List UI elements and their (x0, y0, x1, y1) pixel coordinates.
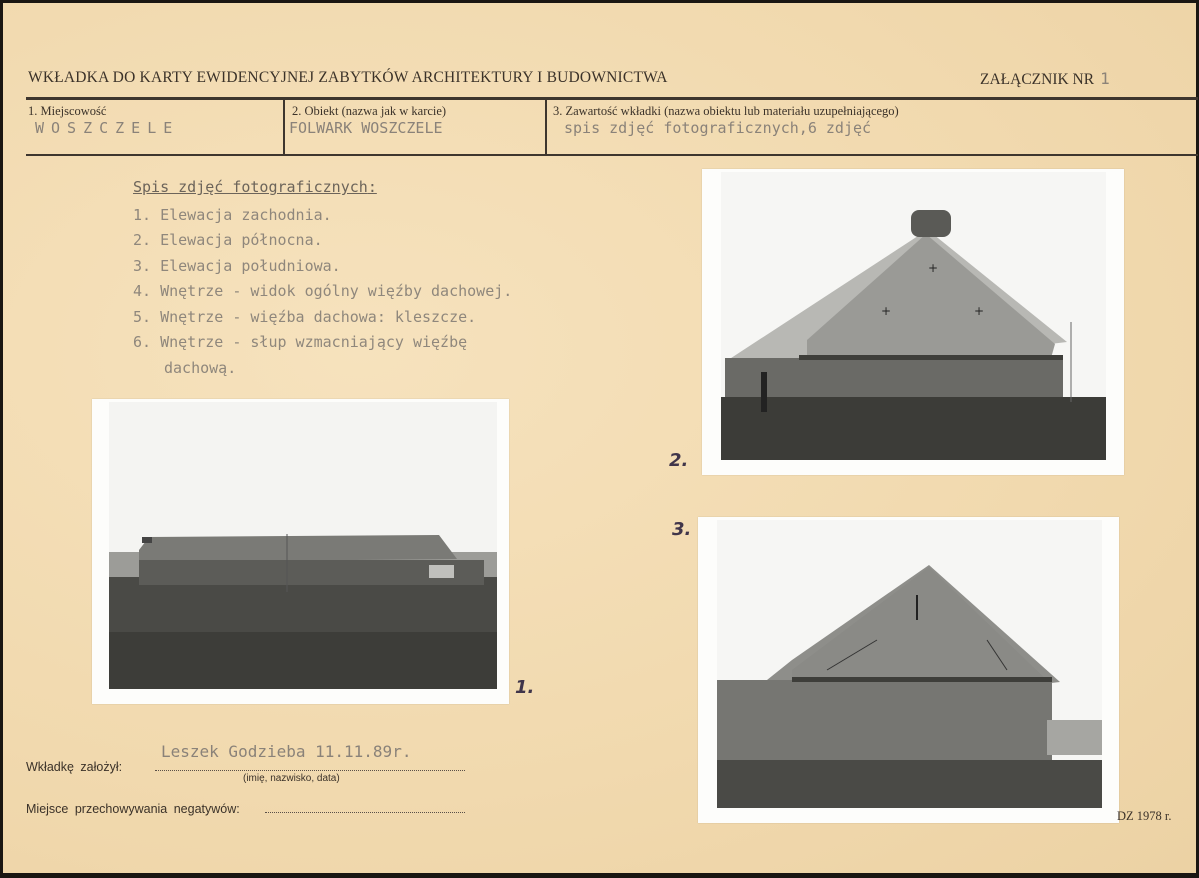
record-card-insert (3, 3, 1196, 873)
annex-number (980, 69, 1110, 89)
list-item: 1. Elewacja zachodnia. (133, 205, 332, 224)
list-item: 5. Wnętrze - więźba dachowa: kleszcze. (133, 307, 477, 326)
contents-value: spis zdjęć fotograficznych,6 zdjęć (564, 119, 872, 137)
list-item: 6. Wnętrze - słup wzmacniający więźbę (133, 333, 468, 351)
author-field-hint: (imię, nazwisko, data) (243, 773, 340, 784)
svg-text:+: + (881, 304, 892, 318)
photo-list-heading: Spis zdjęć fotograficznych: (133, 178, 377, 196)
photo-1-number: 1. (515, 677, 535, 698)
form-code: DZ 1978 r. (1117, 809, 1172, 823)
author-value: Leszek Godzieba 11.11.89r. (161, 742, 412, 761)
field-divider (283, 99, 285, 155)
photo-2-number: 2. (669, 450, 689, 471)
list-item: dachową. (164, 358, 237, 377)
field-divider (545, 99, 547, 155)
svg-text:+: + (928, 261, 939, 275)
photo-3-image (717, 520, 1102, 808)
document-title: WKŁADKA DO KARTY EWIDENCYJNEJ ZABYTKÓW ARCHITEKTURY I BUDOWNICTWA (28, 69, 668, 86)
author-label: Wkładkę założył: (26, 760, 123, 774)
locality-label: 1. Miejscowość (28, 104, 107, 118)
photo-2 (702, 169, 1124, 475)
object-value: FOLWARK WOSZCZELE (289, 119, 443, 137)
locality-value: WOSZCZELE (35, 119, 180, 137)
list-item: 2. Elewacja północna. (133, 231, 323, 249)
negatives-label: Miejsce przechowywania negatywów: (26, 802, 240, 816)
object-label: 2. Obiekt (nazwa jak w karcie) (292, 104, 447, 118)
photo-1-image (109, 402, 497, 689)
photo-2-image (721, 172, 1106, 460)
photo-3-number: 3. (672, 519, 692, 540)
photo-1 (92, 399, 509, 704)
annex-label: ZAŁĄCZNIK NR (980, 71, 1095, 88)
header-rule-top (26, 97, 1198, 100)
annex-number-value: 1 (1100, 69, 1110, 88)
author-field (155, 770, 465, 771)
svg-text:+: + (974, 304, 985, 318)
contents-label: 3. Zawartość wkładki (nazwa obiektu lub materiału uzupełniającego) (553, 104, 899, 118)
photo-3 (698, 517, 1119, 823)
list-item: 4. Wnętrze - widok ogólny więźby dachowej. (133, 282, 513, 300)
header-rule-bottom (26, 154, 1198, 156)
list-item: 3. Elewacja południowa. (133, 256, 341, 275)
photo-list (133, 175, 512, 381)
negatives-field (265, 812, 465, 813)
